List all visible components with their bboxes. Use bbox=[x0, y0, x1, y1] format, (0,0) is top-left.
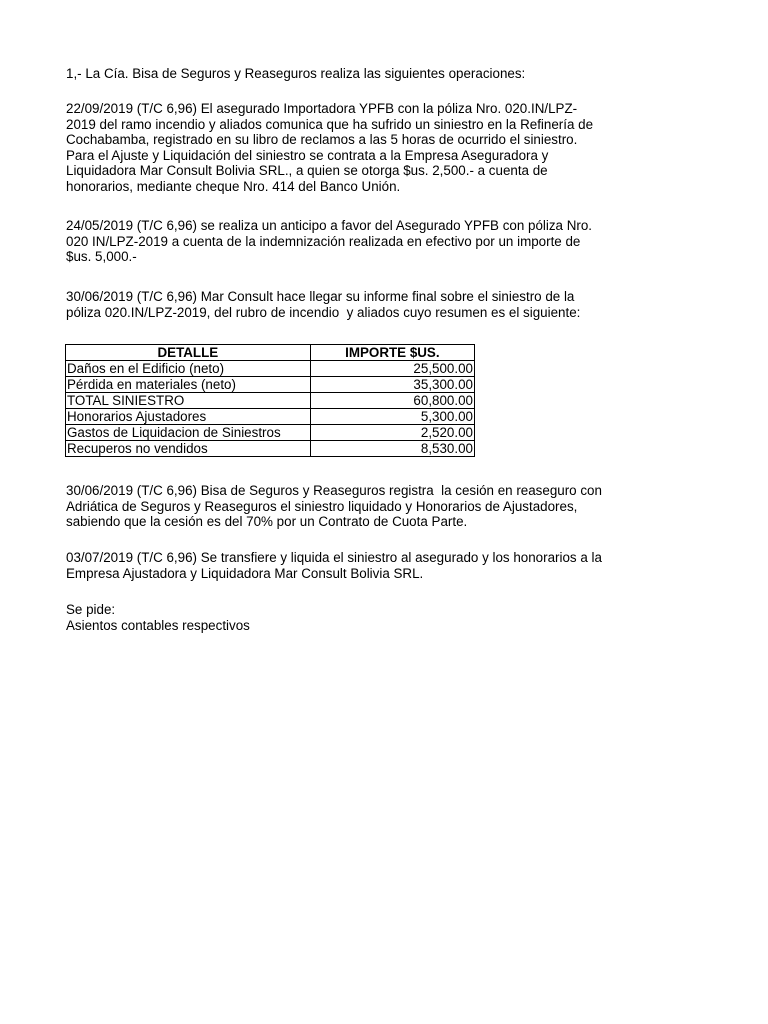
text-line: 1,- La Cía. Bisa de Seguros y Reaseguros realiza las siguientes operaciones: bbox=[66, 66, 526, 81]
detail-cell: Recuperos no vendidos bbox=[66, 441, 311, 457]
amount-cell: 5,300.00 bbox=[310, 409, 474, 425]
text-line: Cochabamba, registrado en su libro de reclamos a las 5 horas de ocurrido el siniestro. bbox=[66, 132, 578, 147]
claim-summary-table bbox=[65, 344, 475, 457]
amount-cell: 8,530.00 bbox=[310, 441, 474, 457]
table-header-row bbox=[66, 345, 475, 361]
amount-cell: 2,520.00 bbox=[310, 425, 474, 441]
operation-3-paragraph bbox=[66, 289, 656, 320]
text-line: 24/05/2019 (T/C 6,96) se realiza un anticipo a favor del Asegurado YPFB con póliza Nro. bbox=[66, 218, 593, 233]
table-row bbox=[66, 441, 475, 457]
text-line: Adriática de Seguros y Reaseguros el siniestro liquidado y Honorarios de Ajustadores, bbox=[66, 498, 578, 514]
text-line: honorarios, mediante cheque Nro. 414 del Banco Unión. bbox=[66, 178, 401, 194]
text-line: $us. 5,000.- bbox=[66, 249, 137, 264]
column-header-importe: IMPORTE $US. bbox=[310, 345, 474, 361]
table-row bbox=[66, 377, 475, 393]
operation-5-paragraph bbox=[66, 550, 656, 581]
text-line: 30/06/2019 (T/C 6,96) Bisa de Seguros y Reaseguros registra la cesión en reaseguro con bbox=[66, 483, 602, 498]
column-header-detalle: DETALLE bbox=[66, 345, 311, 361]
text-line: Asientos contables respectivos bbox=[66, 617, 250, 633]
detail-cell: Gastos de Liquidacion de Siniestros bbox=[66, 425, 311, 441]
text-line: Liquidadora Mar Consult Bolivia SRL., a quien se otorga $us. 2,500.- a cuenta de bbox=[66, 163, 548, 178]
text-line: sabiendo que la cesión es del 70% por un Contrato de Cuota Parte. bbox=[66, 514, 468, 529]
table-row bbox=[66, 393, 475, 409]
text-line: póliza 020.IN/LPZ-2019, del rubro de incendio y aliados cuyo resumen es el siguiente: bbox=[66, 304, 581, 320]
detail-cell: Honorarios Ajustadores bbox=[66, 409, 311, 425]
table-row bbox=[66, 425, 475, 441]
request-paragraph bbox=[66, 602, 656, 633]
text-line: Para el Ajuste y Liquidación del siniestro se contrata a la Empresa Aseguradora y bbox=[66, 147, 549, 163]
detail-cell: TOTAL SINIESTRO bbox=[66, 393, 311, 409]
text-line: 2019 del ramo incendio y aliados comunica que ha sufrido un siniestro en la Refinería de bbox=[66, 116, 594, 132]
operation-1-paragraph bbox=[66, 101, 656, 194]
amount-cell: 35,300.00 bbox=[310, 377, 474, 393]
table-row bbox=[66, 409, 475, 425]
detail-cell: Daños en el Edificio (neto) bbox=[66, 361, 311, 377]
text-line: 020 IN/LPZ-2019 a cuenta de la indemnización realizada en efectivo por un importe de bbox=[66, 233, 581, 249]
intro-paragraph bbox=[66, 66, 656, 82]
operation-2-paragraph bbox=[66, 218, 656, 265]
amount-cell: 25,500.00 bbox=[310, 361, 474, 377]
detail-cell: Pérdida en materiales (neto) bbox=[66, 377, 311, 393]
table-row bbox=[66, 361, 475, 377]
amount-cell: 60,800.00 bbox=[310, 393, 474, 409]
text-line: 03/07/2019 (T/C 6,96) Se transfiere y liquida el siniestro al asegurado y los honorarios a la bbox=[66, 550, 602, 565]
text-line: 22/09/2019 (T/C 6,96) El asegurado Importadora YPFB con la póliza Nro. 020.IN/LPZ- bbox=[66, 101, 578, 116]
text-line: Se pide: bbox=[66, 602, 116, 617]
operation-4-paragraph bbox=[66, 483, 656, 530]
text-line: Empresa Ajustadora y Liquidadora Mar Consult Bolivia SRL. bbox=[66, 565, 424, 581]
text-line: 30/06/2019 (T/C 6,96) Mar Consult hace llegar su informe final sobre el siniestro de la bbox=[66, 289, 575, 304]
